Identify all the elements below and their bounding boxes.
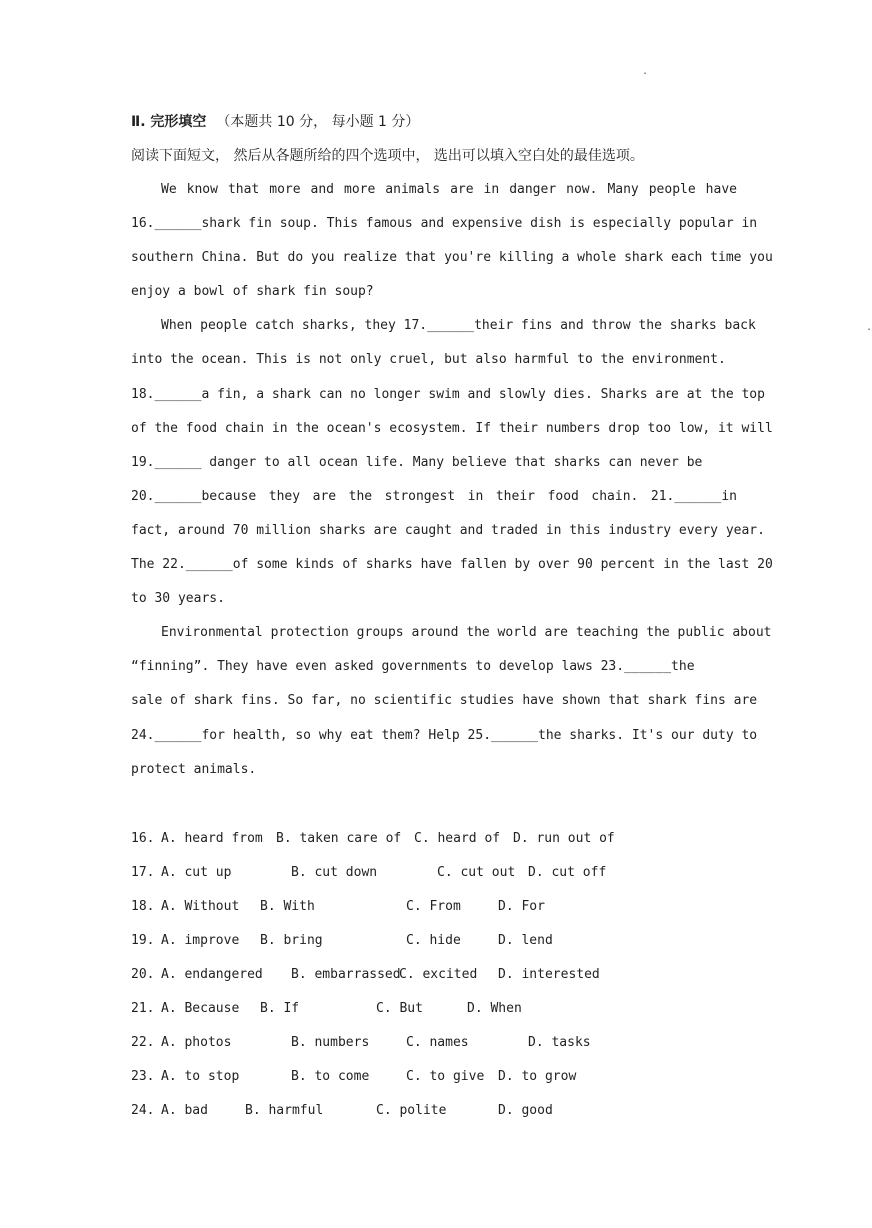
question-number: 16. (131, 831, 155, 846)
option-a: A. heard from (161, 831, 263, 846)
option-b: B. cut down (291, 865, 378, 880)
option-a: A. to stop (161, 1069, 240, 1084)
option-b: B. bring (260, 933, 323, 948)
option-d: D. For (498, 899, 545, 914)
option-b: B. If (260, 1001, 300, 1016)
option-d: D. cut off (528, 865, 607, 880)
passage-line: 18.______a fin, a shark can no longer swim and slowly dies. Sharks are at the top (131, 386, 765, 402)
passage-line: sale of shark fins. So far, no scientific studies have shown that shark fins are (131, 693, 758, 709)
option-d: D. run out of (513, 831, 615, 846)
option-c: C. names (406, 1035, 469, 1050)
option-c: C. to give (406, 1069, 485, 1084)
passage-line: enjoy a bowl of shark fin soup? (131, 284, 374, 300)
option-row-17 (131, 860, 737, 894)
option-a: A. cut up (161, 865, 232, 880)
option-a: A. Without (161, 899, 240, 914)
option-a: A. Because (161, 1001, 240, 1016)
passage-line: When people catch sharks, they 17.______their fins and throw the sharks back (161, 318, 756, 334)
right-dot-mark: . (866, 322, 872, 333)
question-number: 20. (131, 967, 155, 982)
passage-line: southern China. But do you realize that you're killing a whole shark each time you (131, 250, 773, 266)
passage-line: 20.______because they are the strongest in their food chain. 21.______in (131, 488, 737, 504)
option-row-22 (131, 1030, 737, 1064)
option-row-18 (131, 894, 737, 928)
option-c: C. hide (406, 933, 461, 948)
question-number: 23. (131, 1069, 155, 1084)
option-d: D. good (498, 1103, 553, 1118)
option-c: C. cut out (437, 865, 516, 880)
question-number: 18. (131, 899, 155, 914)
option-d: D. lend (498, 933, 553, 948)
option-d: D. interested (498, 967, 600, 982)
option-a: A. bad (161, 1103, 208, 1118)
option-d: D. When (467, 1001, 522, 1016)
section-score-note: （本题共 10 分， 每小题 1 分） (216, 114, 420, 130)
option-row-24 (131, 1098, 737, 1132)
question-number: 19. (131, 933, 155, 948)
instruction-text: 阅读下面短文， 然后从各题所给的四个选项中， 选出可以填入空白处的最佳选项。 (131, 148, 644, 164)
passage-line: 16.______shark fin soup. This famous and expensive dish is especially popular in (131, 216, 758, 232)
answer-options (131, 826, 737, 1132)
section-title: Ⅱ. 完形填空 (131, 114, 207, 130)
passage-line: 19.______ danger to all ocean life. Many believe that sharks can never be (131, 454, 703, 470)
option-c: C. heard of (414, 831, 501, 846)
top-dot-mark: . (642, 66, 649, 77)
option-b: B. numbers (291, 1035, 370, 1050)
passage-line: protect animals. (131, 761, 257, 777)
option-row-21 (131, 996, 737, 1030)
option-b: B. to come (291, 1069, 370, 1084)
passage-line: We know that more and more animals are in danger now. Many people have (161, 182, 737, 197)
passage-line: Environmental protection groups around the world are teaching the public about (161, 625, 772, 641)
option-a: A. endangered (161, 967, 263, 982)
cloze-passage (131, 177, 773, 791)
option-a: A. photos (161, 1035, 232, 1050)
option-row-20 (131, 962, 737, 996)
section-heading (131, 111, 419, 131)
option-c: C. polite (376, 1103, 447, 1118)
option-d: D. to grow (498, 1069, 577, 1084)
passage-line: The 22.______of some kinds of sharks have fallen by over 90 percent in the last 20 (131, 557, 773, 573)
option-c: C. But (376, 1001, 423, 1016)
option-row-16 (131, 826, 737, 860)
question-number: 24. (131, 1103, 155, 1118)
option-b: B. With (260, 899, 315, 914)
option-a: A. improve (161, 933, 240, 948)
option-row-19 (131, 928, 737, 962)
passage-line: 24.______for health, so why eat them? Help 25.______the sharks. It's our duty to (131, 727, 758, 743)
passage-line: fact, around 70 million sharks are caught and traded in this industry every year. (131, 522, 765, 538)
question-number: 22. (131, 1035, 155, 1050)
option-c: C. excited (399, 967, 478, 982)
option-c: C. From (406, 899, 461, 914)
passage-line: of the food chain in the ocean's ecosystem. If their numbers drop too low, it will (131, 420, 773, 436)
question-number: 21. (131, 1001, 155, 1016)
question-number: 17. (131, 865, 155, 880)
passage-line: “finning”. They have even asked governments to develop laws 23.______the (131, 659, 695, 675)
passage-line: to 30 years. (131, 591, 225, 607)
option-d: D. tasks (528, 1035, 591, 1050)
option-b: B. harmful (245, 1103, 324, 1118)
passage-line: into the ocean. This is not only cruel, but also harmful to the environment. (131, 352, 726, 368)
option-b: B. taken care of (276, 831, 402, 846)
option-row-23 (131, 1064, 737, 1098)
option-b: B. embarrassed (291, 967, 401, 982)
